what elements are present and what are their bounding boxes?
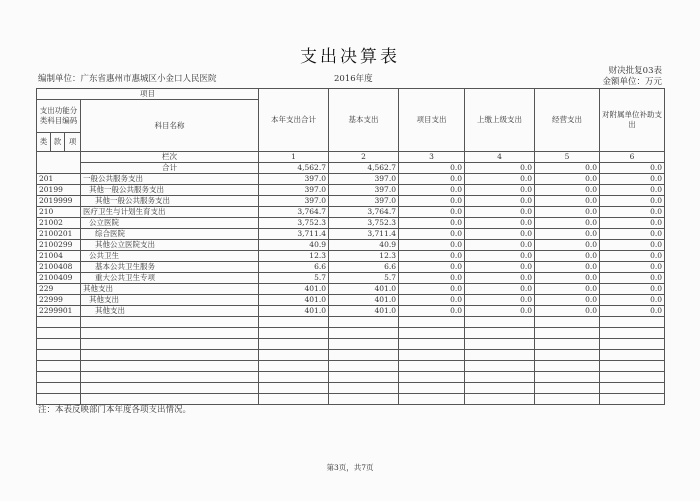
row-value: 12.3 [259,251,329,262]
row-value: 0.0 [399,273,465,284]
table-row [37,196,665,207]
row-value: 0.0 [535,251,600,262]
total-label: 合计 [81,163,259,174]
code-header: 支出功能分类科目编码 [37,100,81,133]
row-value: 0.0 [535,207,600,218]
row-value: 0.0 [600,284,665,295]
table-row [37,284,665,295]
row-value: 0.0 [600,295,665,306]
row-value: 0.0 [465,295,535,306]
row-value: 0.0 [465,174,535,185]
row-value: 0.0 [465,273,535,284]
row-value: 0.0 [465,306,535,317]
row-value: 3,752.3 [259,218,329,229]
empty-row [37,317,665,328]
table-row [37,251,665,262]
row-value: 397.0 [329,174,399,185]
year-label: 2016年度 [334,74,373,84]
empty-row [37,361,665,372]
row-value: 0.0 [399,229,465,240]
row-name: 一般公共服务支出 [81,174,259,185]
empty-row [37,328,665,339]
row-value: 0.0 [465,218,535,229]
sub-header: 项 [65,133,81,152]
project-header: 项目 [37,89,259,100]
row-value: 0.0 [600,306,665,317]
row-value: 12.3 [329,251,399,262]
total-value: 0.0 [535,163,600,174]
name-header: 科目名称 [81,100,259,152]
row-code: 21004 [37,251,81,262]
row-value: 397.0 [329,185,399,196]
row-value: 401.0 [329,306,399,317]
col-header-basic: 基本支出 [329,89,399,152]
row-code: 201 [37,174,81,185]
row-value: 0.0 [399,207,465,218]
row-value: 0.0 [600,207,665,218]
total-value: 4,562.7 [329,163,399,174]
row-code: 229 [37,284,81,295]
col-header-project: 项目支出 [399,89,465,152]
row-value: 0.0 [535,185,600,196]
row-value: 6.6 [259,262,329,273]
row-value: 0.0 [535,240,600,251]
row-value: 0.0 [399,185,465,196]
row-value: 0.0 [535,229,600,240]
row-value: 5.7 [329,273,399,284]
expenditure-table [36,88,665,405]
row-value: 3,711.4 [329,229,399,240]
table-row [37,306,665,317]
row-value: 0.0 [465,240,535,251]
row-name: 医疗卫生与计划生育支出 [81,207,259,218]
table-row [37,174,665,185]
lanci-row [37,152,665,163]
table-row [37,218,665,229]
total-value: 0.0 [399,163,465,174]
row-name: 其他支出 [81,295,259,306]
row-value: 6.6 [329,262,399,273]
row-name: 公立医院 [81,218,259,229]
form-number: 财决批复03表 [608,66,662,76]
row-value: 0.0 [399,218,465,229]
row-code: 2299901 [37,306,81,317]
row-value: 0.0 [600,174,665,185]
table-row [37,295,665,306]
row-code: 210 [37,207,81,218]
col-header-upper: 上缴上级支出 [465,89,535,152]
row-value: 3,764.7 [329,207,399,218]
row-value: 0.0 [535,174,600,185]
row-value: 0.0 [465,185,535,196]
row-value: 0.0 [600,229,665,240]
total-row [37,163,665,174]
total-value: 0.0 [465,163,535,174]
row-value: 0.0 [535,306,600,317]
row-value: 0.0 [465,229,535,240]
unit-label: 金额单位：万元 [602,77,662,87]
row-code: 21002 [37,218,81,229]
row-value: 0.0 [600,273,665,284]
row-value: 397.0 [259,196,329,207]
row-name: 其他一般公共服务支出 [81,196,259,207]
row-value: 0.0 [399,295,465,306]
row-value: 401.0 [259,306,329,317]
col-number: 5 [535,152,600,163]
total-value: 0.0 [600,163,665,174]
row-name: 基本公共卫生服务 [81,262,259,273]
header-row-project [37,89,665,100]
page-number: 第3页，共7页 [326,463,374,472]
row-value: 0.0 [535,218,600,229]
row-code: 20199 [37,185,81,196]
footnote: 注：本表反映部门本年度各项支出情况。 [38,405,192,415]
empty-row [37,372,665,383]
row-value: 0.0 [535,196,600,207]
empty-row [37,383,665,394]
row-value: 3,752.3 [329,218,399,229]
row-name: 公共卫生 [81,251,259,262]
col-number: 3 [399,152,465,163]
row-name: 综合医院 [81,229,259,240]
row-value: 0.0 [465,196,535,207]
row-value: 0.0 [535,284,600,295]
org-label: 编制单位：广东省惠州市惠城区小金口人民医院 [38,74,217,84]
row-value: 401.0 [329,295,399,306]
row-value: 0.0 [399,262,465,273]
row-value: 0.0 [399,196,465,207]
row-value: 397.0 [259,174,329,185]
row-value: 0.0 [399,174,465,185]
row-value: 0.0 [600,262,665,273]
row-value: 5.7 [259,273,329,284]
row-value: 401.0 [259,284,329,295]
row-code: 22999 [37,295,81,306]
row-value: 3,711.4 [259,229,329,240]
row-code: 2019999 [37,196,81,207]
lanci-label: 栏次 [81,152,259,163]
row-value: 40.9 [329,240,399,251]
row-value: 0.0 [600,240,665,251]
total-value: 4,562.7 [259,163,329,174]
row-value: 0.0 [600,218,665,229]
row-code: 2100299 [37,240,81,251]
row-name: 其他一般公共服务支出 [81,185,259,196]
row-value: 401.0 [329,284,399,295]
table-row [37,185,665,196]
row-value: 397.0 [259,185,329,196]
row-code: 2100201 [37,229,81,240]
row-value: 3,764.7 [259,207,329,218]
item-header: 款 [51,133,65,152]
table-row [37,240,665,251]
col-header-total: 本年支出合计 [259,89,329,152]
row-value: 0.0 [600,196,665,207]
col-header-operation: 经营支出 [535,89,600,152]
row-value: 0.0 [399,240,465,251]
table-row [37,262,665,273]
table-row [37,207,665,218]
row-value: 0.0 [535,262,600,273]
col-number: 2 [329,152,399,163]
table-row [37,273,665,284]
row-code: 2100409 [37,273,81,284]
row-value: 0.0 [399,251,465,262]
row-value: 401.0 [259,295,329,306]
row-value: 397.0 [329,196,399,207]
table-row [37,229,665,240]
row-name: 重大公共卫生专项 [81,273,259,284]
row-value: 0.0 [600,185,665,196]
empty-row [37,339,665,350]
row-name: 其他支出 [81,284,259,295]
col-header-subsidy: 对附属单位补助支出 [600,89,665,152]
col-number: 6 [600,152,665,163]
row-value: 0.0 [399,284,465,295]
row-value: 0.0 [465,251,535,262]
row-value: 40.9 [259,240,329,251]
page-title: 支出决算表 [300,47,400,67]
row-name: 其他公立医院支出 [81,240,259,251]
row-name: 其他支出 [81,306,259,317]
row-value: 0.0 [465,207,535,218]
col-number: 1 [259,152,329,163]
row-value: 0.0 [465,284,535,295]
row-value: 0.0 [535,295,600,306]
row-code: 2100408 [37,262,81,273]
row-value: 0.0 [465,262,535,273]
row-value: 0.0 [535,273,600,284]
type-header: 类 [37,133,51,152]
empty-row [37,350,665,361]
row-value: 0.0 [600,251,665,262]
row-value: 0.0 [399,306,465,317]
col-number: 4 [465,152,535,163]
